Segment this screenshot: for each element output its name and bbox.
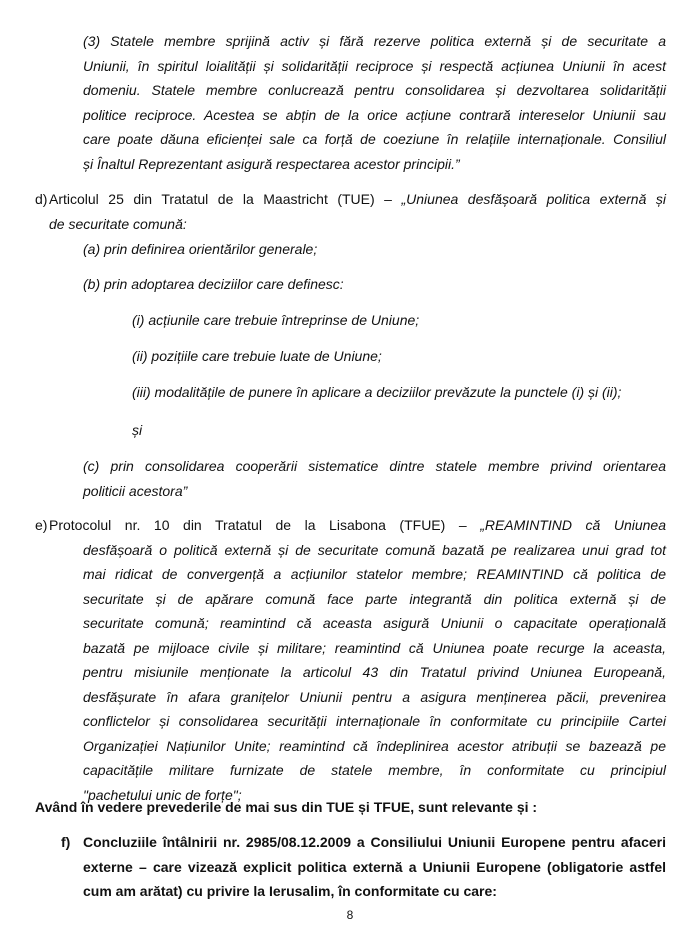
- protocol-reference: Protocolul nr. 10 din Tratatul de la Lisabona (TFUE) –: [49, 517, 481, 533]
- text-line: desfășurate în afara granițelor Uniunii pentru a asigura menținerea păcii, prevenirea: [83, 688, 666, 705]
- item-ii: [132, 344, 382, 369]
- text-line: bazată pe mijloace civile și militare; reamintind că Uniunea poate recurge la aceasta,: [83, 639, 666, 656]
- section-f-body: [83, 830, 666, 904]
- conjunction-si: [132, 418, 142, 443]
- text-line: politice reciproce. Acestea se abțin de la orice acțiune contrară intereselor Uniunii sau: [83, 106, 666, 123]
- section-f-label: f): [61, 834, 71, 850]
- text-line: (b) prin adoptarea deciziilor care definesc:: [83, 276, 344, 292]
- text-line: (iii) modalitățile de punere în aplicare a deciziilor prevăzute la punctele (i) și (ii);: [132, 384, 622, 400]
- text-line: (ii) pozițiile care trebuie luate de Uniune;: [132, 348, 382, 364]
- text-line: pentru misiunile menționate la articolul 43 din Tratatul privind Uniunea Europeană,: [83, 664, 666, 680]
- item-a: [83, 237, 317, 262]
- article-reference: Articolul 25 din Tratatul de la Maastricht (TUE) –: [49, 191, 402, 207]
- text-line: securitate comună; reamintind că aceasta asigură Uniunii o capacitate operațională: [83, 615, 666, 631]
- section-d-label: d): [35, 191, 48, 207]
- text-line: [49, 187, 666, 212]
- item-iii: [132, 380, 621, 405]
- item-i: [132, 308, 419, 333]
- text-line: care poate dăuna eficienței sale ca forță de coeziune în relațiile internaționale. Consiliul: [83, 131, 666, 147]
- text-line: și: [132, 422, 143, 438]
- text-line: capacitățile militare furnizate de statele membre, în conformitate cu principiul: [83, 762, 666, 778]
- quote-start: „REAMINTIND că Uniunea: [480, 517, 666, 533]
- text-line: securitate și de apărare comună face parte integrantă din politica externă și de: [83, 590, 666, 607]
- text-line: externe – care vizează explicit politica externă a Uniunii Europene (obligatorie astfel: [83, 858, 666, 875]
- section-e-quote: [83, 538, 666, 808]
- page-number: 8: [346, 908, 354, 922]
- quote-start: „Uniunea desfășoară politica externă și: [401, 191, 666, 207]
- item-b: [83, 272, 344, 297]
- section-e-body: [49, 513, 666, 538]
- text-line: mai ridicat de convergență a acțiunilor statelor membre; REAMINTIND că politica de: [83, 566, 666, 582]
- text-line: Având în vedere prevederile de mai sus din TUE și TFUE, sunt relevante și :: [35, 799, 538, 815]
- text-line: (c) prin consolidarea cooperării sistematice dintre statele membre privind orientarea: [83, 458, 666, 474]
- text-line: domeniu. Statele membre conlucrează pentru consolidarea și dezvoltarea solidarității: [83, 82, 666, 98]
- text-line: [49, 513, 666, 538]
- paragraph-3: [83, 29, 666, 176]
- text-line: politicii acestora”: [83, 482, 188, 499]
- section-d-intro: [49, 187, 666, 236]
- text-line: Organizației Națiunilor Unite; reamintind că îndeplinirea acestor atribuții se bazează pe: [83, 737, 666, 754]
- text-line: desfășoară o politică externă și de securitate comună bazată pe realizarea unui grad tot: [83, 541, 666, 558]
- text-line: (3) Statele membre sprijină activ și fără rezerve politica externă și de securitate a: [83, 33, 666, 49]
- text-line: "pachetului unic de forțe";: [83, 786, 242, 803]
- text-line: cum am arătat) cu privire la Ierusalim, în conformitate cu care:: [83, 883, 497, 899]
- text-line: Uniunii, în spiritul loialității și solidarității reciproce și respectă acțiunea Uniunii în acest: [83, 57, 666, 74]
- section-e-label: e): [35, 517, 48, 533]
- text-line: de securitate comună:: [49, 215, 187, 232]
- text-line: și Înaltul Reprezentant asigură respectarea acestor principii.”: [83, 155, 460, 172]
- item-c: [83, 454, 666, 503]
- text-line: (a) prin definirea orientărilor generale;: [83, 241, 318, 257]
- text-line: (i) acțiunile care trebuie întreprinse de Uniune;: [132, 312, 420, 328]
- summary-line: [35, 795, 537, 820]
- text-line: Concluziile întâlnirii nr. 2985/08.12.2009 a Consiliului Uniunii Europene pentru afaceri: [83, 834, 666, 850]
- text-line: conflictelor și consolidarea securității internaționale în conformitate cu principiile Cartei: [83, 713, 666, 729]
